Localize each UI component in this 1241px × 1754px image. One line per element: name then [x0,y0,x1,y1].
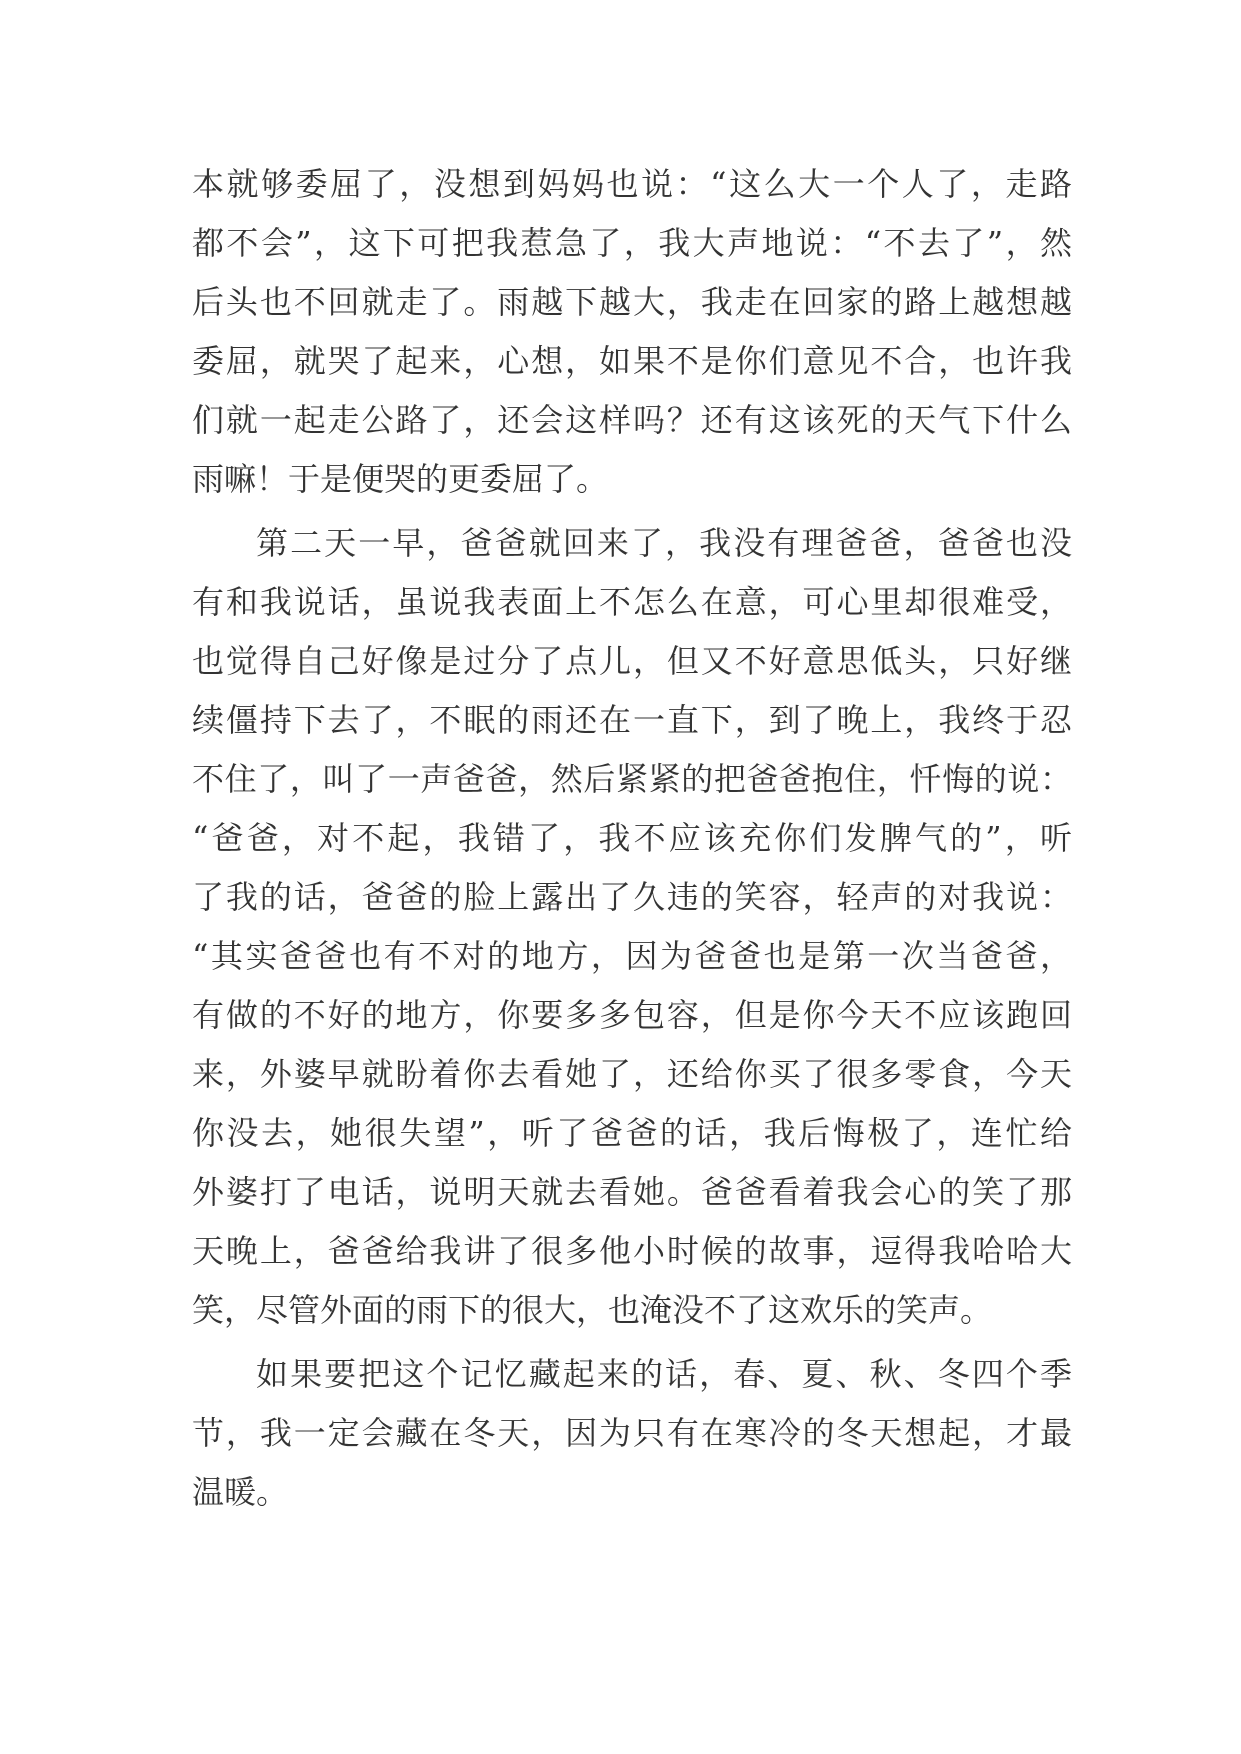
text-line: 有和我说话，虽说我表面上不怎么在意，可心里却很难受， [192,583,1072,621]
text-line: 了我的话，爸爸的脸上露出了久违的笑容，轻声的对我说： [192,878,1072,916]
paragraph-2 [192,514,1072,1340]
essay-body [192,155,1072,1522]
text-line: 不住了，叫了一声爸爸，然后紧紧的把爸爸抱住，忏悔的说： [192,760,1072,798]
paragraph-3 [192,1345,1072,1522]
text-line: 们就一起走公路了，还会这样吗？还有这该死的天气下什么 [192,401,1072,439]
text-line: “其实爸爸也有不对的地方，因为爸爸也是第一次当爸爸， [192,937,1072,975]
text-line: 后头也不回就走了。雨越下越大，我走在回家的路上越想越 [192,283,1072,321]
text-line: 节，我一定会藏在冬天，因为只有在寒冷的冬天想起，才最 [192,1414,1072,1452]
text-line: 也觉得自己好像是过分了点儿，但又不好意思低头，只好继 [192,642,1072,680]
text-line: 来，外婆早就盼着你去看她了，还给你买了很多零食，今天 [192,1055,1072,1093]
text-line: 如果要把这个记忆藏起来的话，春、夏、秋、冬四个季 [256,1355,1072,1393]
text-line: 本就够委屈了，没想到妈妈也说：“这么大一个人了，走路 [192,165,1072,203]
paragraph-1 [192,155,1072,509]
text-line: 有做的不好的地方，你要多多包容，但是你今天不应该跑回 [192,996,1072,1034]
text-line: “爸爸，对不起，我错了，我不应该充你们发脾气的”，听 [192,819,1072,857]
text-line: 都不会”，这下可把我惹急了，我大声地说：“不去了”，然 [192,224,1072,262]
text-line: 续僵持下去了，不眠的雨还在一直下，到了晚上，我终于忍 [192,701,1072,739]
text-line: 温暖。 [192,1473,289,1511]
text-line: 委屈，就哭了起来，心想，如果不是你们意见不合，也许我 [192,342,1072,380]
text-line: 外婆打了电话，说明天就去看她。爸爸看着我会心的笑了那 [192,1173,1072,1211]
text-line: 第二天一早，爸爸就回来了，我没有理爸爸，爸爸也没 [256,524,1072,562]
text-line: 雨嘛！于是便哭的更委屈了。 [192,460,609,498]
text-line: 天晚上，爸爸给我讲了很多他小时候的故事，逗得我哈哈大 [192,1232,1072,1270]
text-line: 你没去，她很失望”，听了爸爸的话，我后悔极了，连忙给 [192,1114,1072,1152]
text-line: 笑，尽管外面的雨下的很大，也淹没不了这欢乐的笑声。 [192,1291,993,1329]
